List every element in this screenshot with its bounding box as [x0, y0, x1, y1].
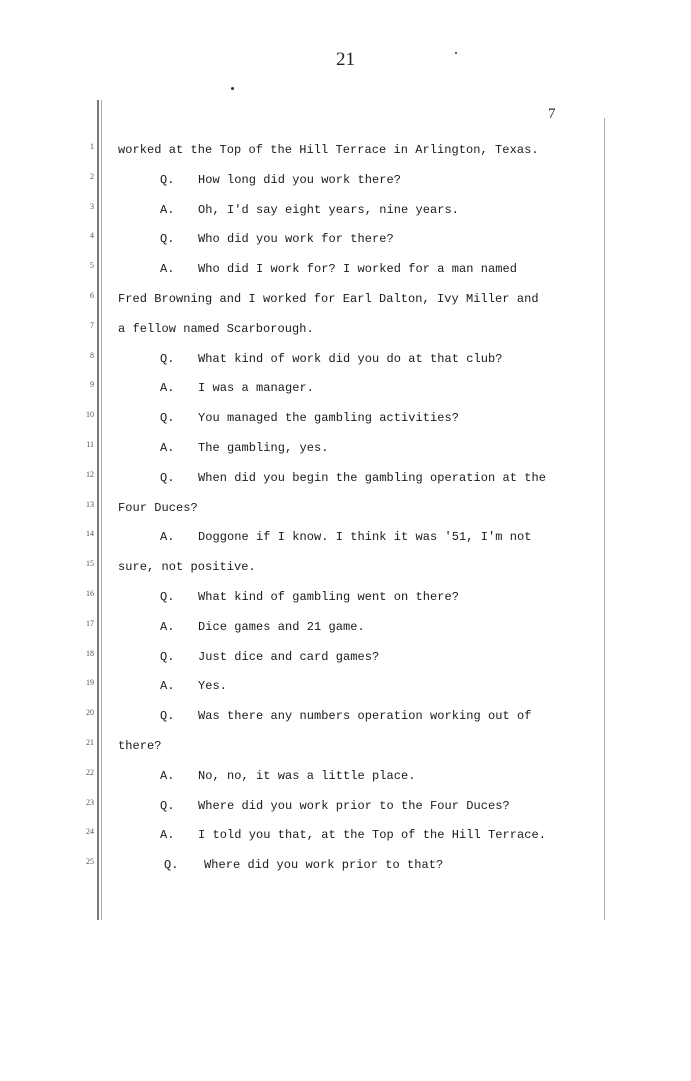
scan-speck — [455, 52, 457, 54]
line-number: 19 — [86, 678, 94, 688]
speaker-label: Q. — [160, 590, 175, 604]
line-number: 24 — [86, 827, 94, 837]
scan-speck — [231, 87, 234, 90]
transcript-line: Was there any numbers operation working out of — [198, 709, 532, 724]
speaker-label: A. — [160, 619, 175, 634]
transcript-line: You managed the gambling activities? — [198, 411, 460, 426]
line-number: 20 — [86, 708, 94, 718]
transcript-line: When did you begin the gambling operation at the — [198, 470, 547, 485]
line-number: 1 — [90, 142, 94, 151]
transcript-line: Oh, I'd say eight years, nine years. — [198, 202, 460, 217]
speaker-label: A. — [160, 262, 175, 277]
transcript-line: Who did you work for there? — [198, 232, 394, 247]
line-number: 8 — [90, 350, 94, 360]
transcript-line: Where did you work prior to the Four Duces? — [198, 798, 510, 813]
line-number: 10 — [86, 410, 94, 420]
transcript-line: Dice games and 21 game. — [198, 619, 365, 634]
transcript-line: I told you that, at the Top of the Hill Terrace. — [198, 828, 547, 843]
line-number: 4 — [90, 231, 94, 241]
transcript-line: worked at the Top of the Hill Terrace in Arlington, Texas. — [118, 143, 539, 157]
line-number: 17 — [86, 618, 94, 628]
left-margin-rule-inner — [101, 100, 102, 920]
speaker-label: A. — [160, 441, 175, 455]
transcript-line: Where did you work prior to that? — [204, 858, 444, 873]
transcript-line: I was a manager. — [198, 381, 315, 396]
line-number: 9 — [90, 380, 94, 390]
transcript-line: a fellow named Scarborough. — [118, 321, 314, 336]
line-number: 2 — [90, 171, 94, 181]
speaker-label: Q. — [160, 649, 175, 664]
line-number: 12 — [86, 469, 94, 479]
line-number: 22 — [86, 767, 94, 777]
speaker-label: A. — [160, 679, 175, 694]
right-margin-rule — [604, 118, 605, 920]
line-number: 5 — [90, 261, 94, 271]
speaker-label: A. — [160, 828, 175, 843]
line-number: 6 — [90, 291, 94, 300]
transcript-page-number: 7 — [548, 106, 556, 122]
transcript-line: Four Duces? — [118, 500, 198, 515]
speaker-label: Q. — [160, 411, 175, 426]
line-number: 25 — [86, 857, 94, 867]
transcript-line: No, no, it was a little place. — [198, 768, 416, 783]
line-number: 21 — [86, 738, 94, 747]
transcript-line: sure, not positive. — [118, 560, 256, 575]
transcript-line: Yes. — [198, 679, 228, 694]
transcript-line: Who did I work for? I worked for a man named — [198, 262, 518, 277]
line-number: 15 — [86, 559, 94, 569]
line-number: 18 — [86, 648, 94, 658]
speaker-label: A. — [160, 530, 175, 545]
speaker-label: Q. — [160, 232, 175, 247]
line-number: 3 — [90, 201, 94, 211]
transcript-line: Fred Browning and I worked for Earl Dalton, Ivy Miller and — [118, 292, 539, 306]
line-number: 11 — [86, 440, 94, 449]
line-number: 13 — [86, 499, 94, 509]
speaker-label: Q. — [160, 172, 175, 187]
speaker-label: Q. — [164, 858, 179, 873]
speaker-label: Q. — [160, 470, 175, 485]
transcript-line: How long did you work there? — [198, 172, 402, 187]
transcript-line: Doggone if I know. I think it was '51, I'm not — [198, 530, 532, 545]
line-number: 23 — [86, 797, 94, 807]
transcript-line: there? — [118, 739, 162, 753]
speaker-label: A. — [160, 202, 175, 217]
speaker-label: A. — [160, 381, 175, 396]
speaker-label: Q. — [160, 798, 175, 813]
speaker-label: A. — [160, 768, 175, 783]
speaker-label: Q. — [160, 709, 175, 724]
transcript-line: Just dice and card games? — [198, 649, 380, 664]
transcript-line: What kind of gambling went on there? — [198, 590, 460, 604]
speaker-label: Q. — [160, 351, 175, 366]
left-margin-rule — [97, 100, 99, 920]
transcript-line: What kind of work did you do at that club? — [198, 351, 503, 366]
transcript-line: The gambling, yes. — [198, 441, 329, 455]
page-number: 21 — [336, 49, 355, 70]
line-number: 7 — [90, 320, 94, 330]
line-number: 14 — [86, 529, 94, 539]
line-number: 16 — [86, 589, 94, 598]
